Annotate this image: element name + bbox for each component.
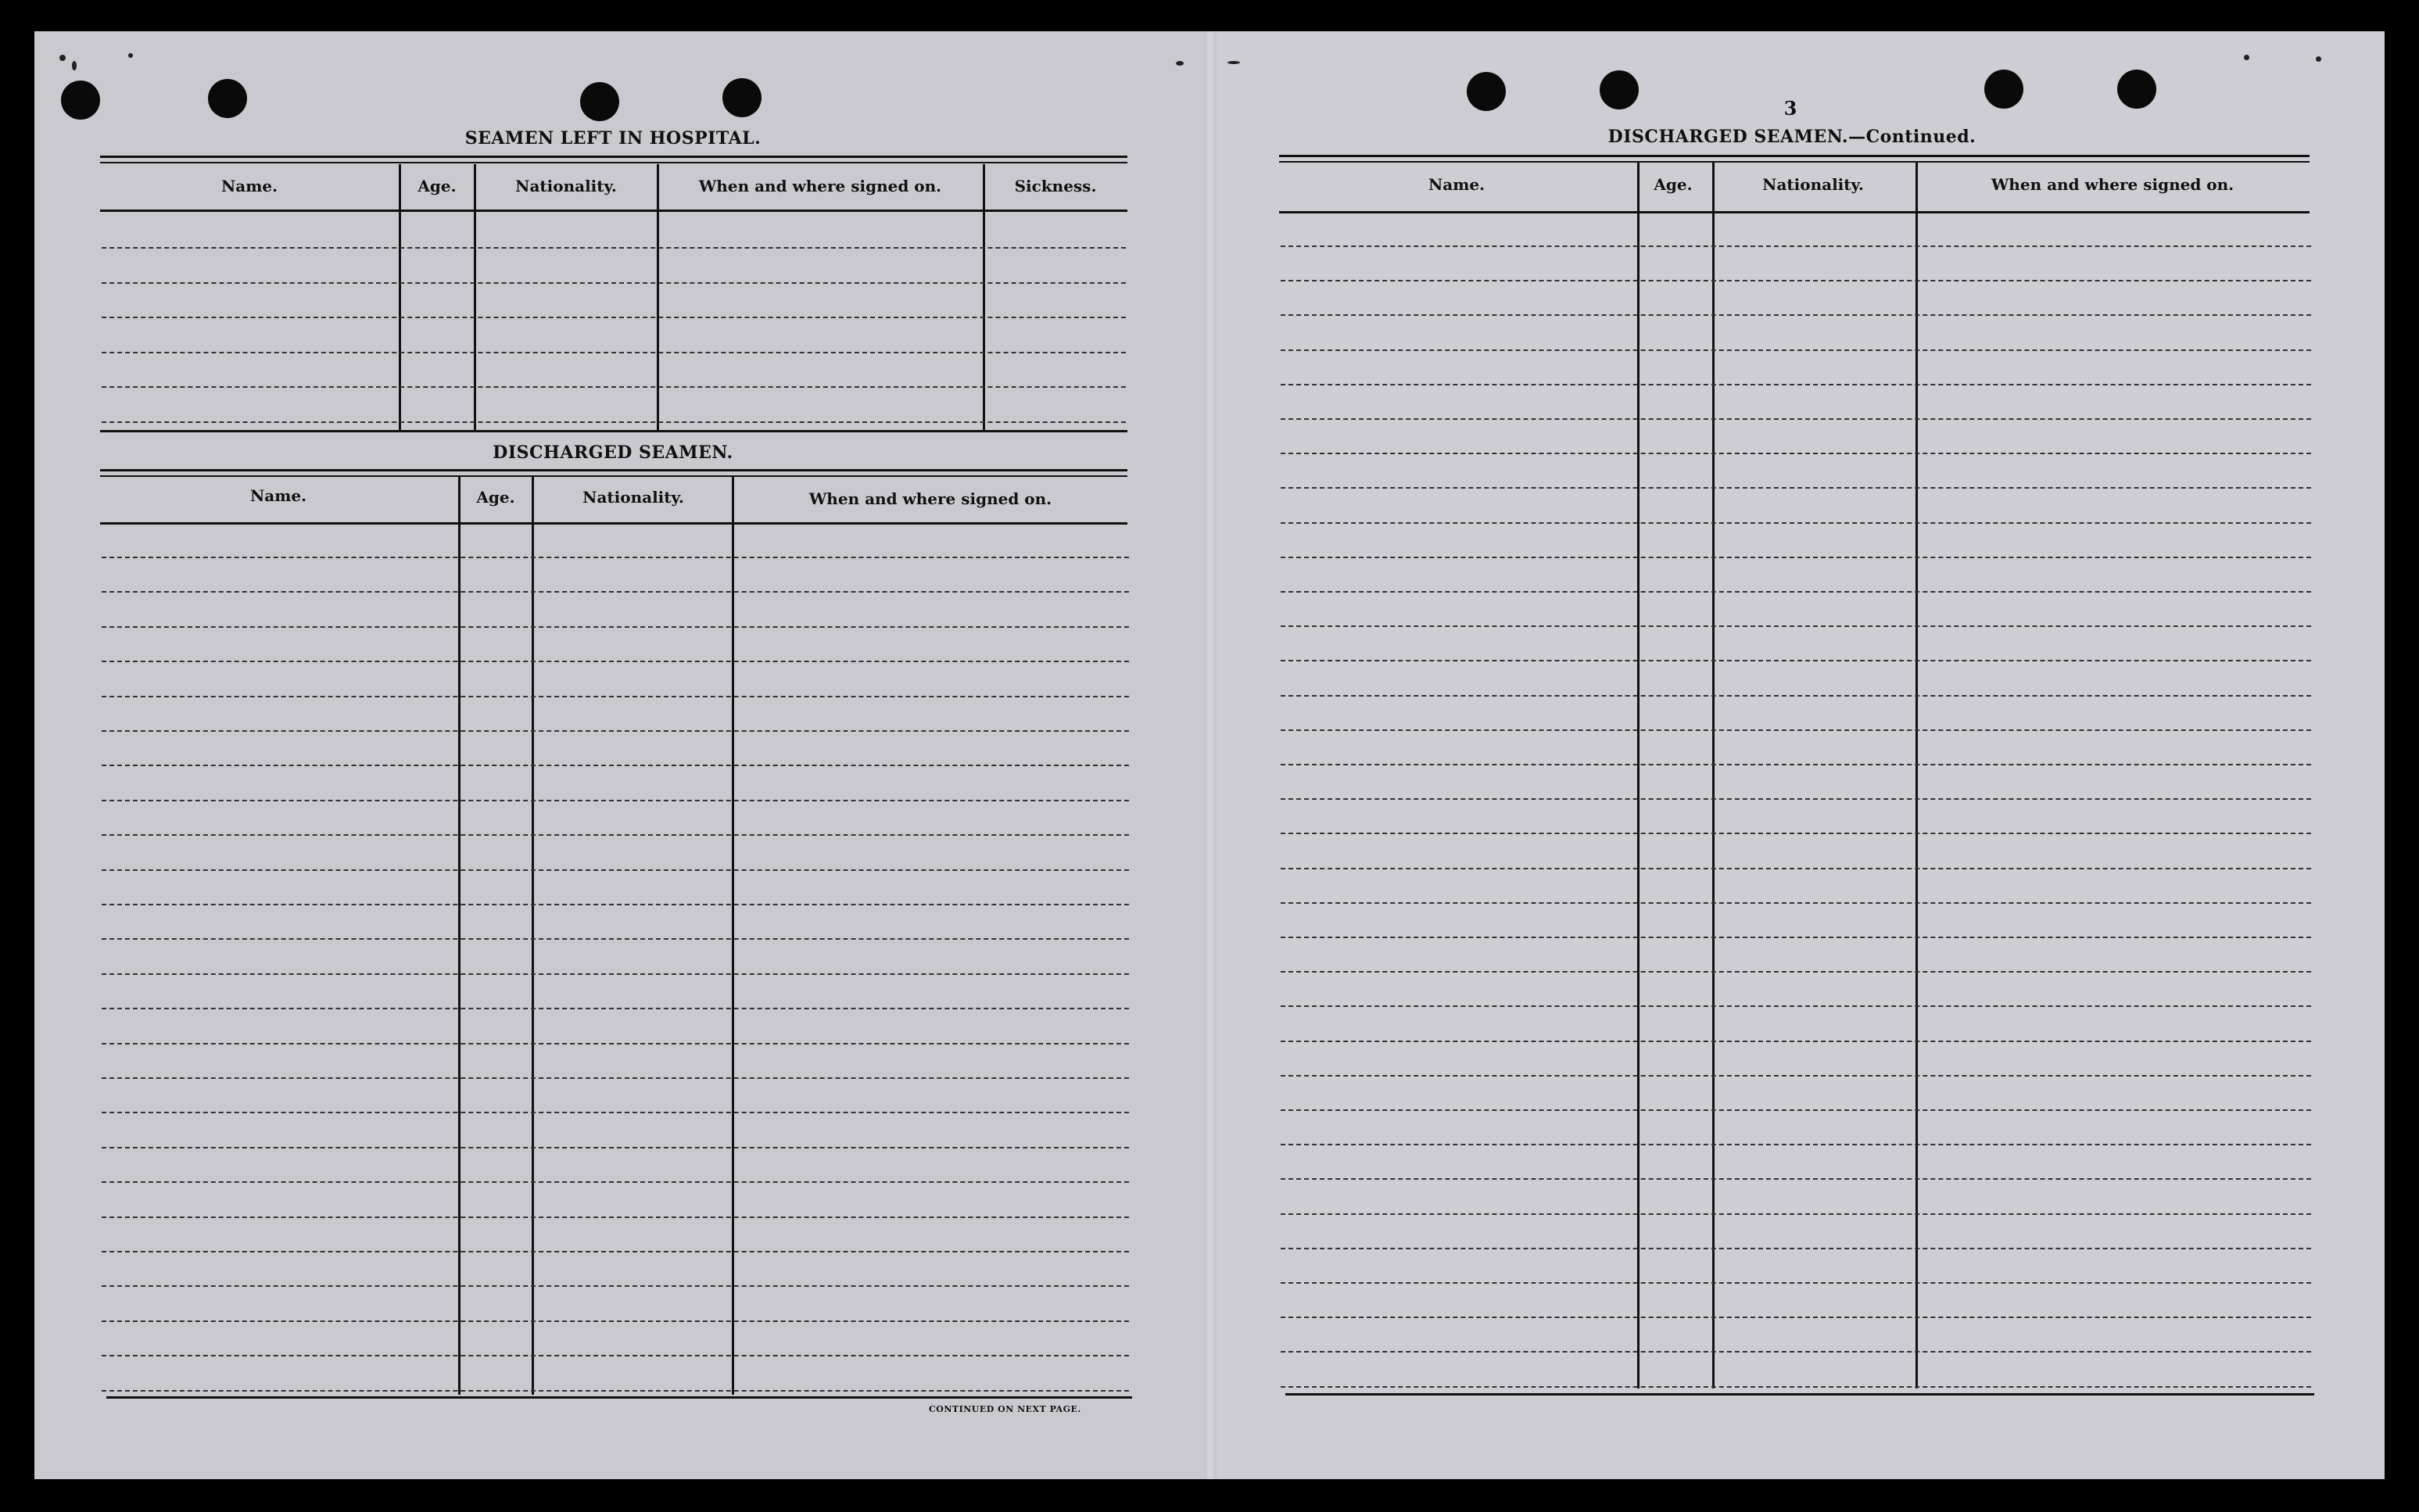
discharged-entry-line: [102, 765, 1129, 766]
hospital-col-sickness: Sickness.: [1014, 177, 1097, 195]
discharged-col-age: Age.: [476, 488, 515, 507]
continued-note: CONTINUED ON NEXT PAGE.: [929, 1404, 1081, 1414]
discharged-col-signed-on: When and where signed on.: [808, 489, 1052, 508]
hospital-col-signed-on: When and where signed on.: [698, 177, 942, 195]
continued-entry-line: [1281, 314, 2311, 316]
discharged-entry-line: [102, 904, 1129, 905]
continued-entry-line: [1281, 1386, 2311, 1388]
hospital-entry-line: [102, 282, 1126, 284]
continued-entry-line: [1281, 937, 2311, 938]
continued-entry-line: [1281, 1213, 2311, 1215]
continued-entry-line: [1281, 557, 2311, 558]
discharged-entry-line: [102, 1390, 1129, 1392]
discharged-entry-line: [102, 1216, 1129, 1218]
right-header-rule: [1279, 211, 2310, 213]
right-page: [1210, 31, 2385, 1479]
continued-entry-line: [1281, 245, 2311, 247]
continued-entry-line: [1281, 868, 2311, 869]
continued-section-title: DISCHARGED SEAMEN.—Continued.: [1607, 127, 1976, 147]
ink-speck: [72, 61, 77, 70]
continued-entry-line: [1281, 1041, 2311, 1042]
hospital-col-name: Name.: [220, 177, 278, 195]
discharged-entry-line: [102, 1008, 1129, 1009]
continued-entry-line: [1281, 1282, 2311, 1284]
continued-entry-line: [1281, 660, 2311, 661]
hospital-divider: [657, 164, 659, 430]
discharged-entry-line: [102, 973, 1129, 975]
hospital-top-rule-2: [100, 162, 1127, 163]
continued-entry-line: [1281, 625, 2311, 627]
discharged-col-nationality: Nationality.: [582, 488, 684, 507]
hospital-entry-line: [102, 386, 1126, 388]
discharged-bottom-rule: [106, 1396, 1132, 1399]
hospital-col-age: Age.: [418, 177, 457, 195]
continued-entry-line: [1281, 487, 2311, 489]
continued-entry-line: [1281, 1248, 2311, 1249]
discharged-section-title: DISCHARGED SEAMEN.: [493, 442, 733, 463]
continued-entry-line: [1281, 971, 2311, 973]
continued-entry-line: [1281, 833, 2311, 834]
hospital-entry-line: [102, 317, 1126, 318]
discharged-entry-line: [102, 1043, 1129, 1044]
continued-entry-line: [1281, 798, 2311, 800]
discharged-entry-line: [102, 591, 1129, 593]
continued-entry-line: [1281, 1351, 2311, 1353]
hospital-section-title: SEAMEN LEFT IN HOSPITAL.: [464, 128, 762, 149]
hospital-divider: [474, 164, 476, 430]
discharged-entry-line: [102, 800, 1129, 801]
discharged-entry-line: [102, 557, 1129, 558]
hospital-top-rule: [100, 156, 1127, 158]
discharged-entry-line: [102, 869, 1129, 871]
discharged-entry-line: [102, 626, 1129, 628]
right-col-age: Age.: [1654, 175, 1693, 194]
right-col-nationality: Nationality.: [1762, 175, 1864, 194]
continued-entry-line: [1281, 729, 2311, 731]
punch-hole-icon: [208, 79, 247, 118]
right-col-name: Name.: [1428, 175, 1485, 194]
discharged-col-name: Name.: [249, 486, 307, 505]
continued-entry-line: [1281, 1317, 2311, 1318]
punch-hole-icon: [1600, 70, 1639, 109]
discharged-entry-line: [102, 1181, 1129, 1183]
punch-hole-icon: [722, 78, 762, 117]
continued-entry-line: [1281, 522, 2311, 524]
hospital-entry-line: [102, 352, 1126, 353]
hospital-bottom-rule: [100, 430, 1127, 432]
continued-entry-line: [1281, 1005, 2311, 1007]
discharged-divider: [732, 477, 734, 1395]
hospital-header-rule: [100, 210, 1127, 212]
continued-entry-line: [1281, 1144, 2311, 1145]
discharged-top-rule-2: [100, 475, 1127, 477]
ink-speck: [1227, 61, 1240, 64]
discharged-divider: [532, 477, 534, 1395]
ink-speck: [128, 53, 133, 58]
continued-entry-line: [1281, 1178, 2311, 1180]
discharged-entry-line: [102, 1320, 1129, 1322]
right-bottom-rule: [1285, 1393, 2314, 1396]
punch-hole-icon: [580, 82, 619, 121]
continued-entry-line: [1281, 280, 2311, 281]
hospital-entry-line: [102, 247, 1126, 249]
discharged-entry-line: [102, 661, 1129, 662]
hospital-divider: [399, 164, 401, 430]
continued-entry-line: [1281, 591, 2311, 593]
discharged-entry-line: [102, 1285, 1129, 1287]
hospital-col-nationality: Nationality.: [515, 177, 617, 195]
ink-speck: [2316, 56, 2321, 62]
continued-entry-line: [1281, 349, 2311, 351]
punch-hole-icon: [61, 81, 100, 120]
continued-entry-line: [1281, 1075, 2311, 1077]
right-top-rule: [1279, 155, 2310, 157]
continued-entry-line: [1281, 902, 2311, 904]
discharged-divider: [458, 477, 461, 1395]
right-top-rule-2: [1279, 161, 2310, 163]
punch-hole-icon: [1984, 70, 2023, 109]
right-divider: [1712, 163, 1715, 1388]
page-number: 3: [1783, 97, 1797, 120]
punch-hole-icon: [1467, 72, 1506, 111]
discharged-entry-line: [102, 1112, 1129, 1113]
ink-speck: [59, 55, 66, 61]
discharged-entry-line: [102, 730, 1129, 732]
discharged-header-rule: [100, 522, 1127, 525]
discharged-top-rule: [100, 469, 1127, 471]
discharged-entry-line: [102, 938, 1129, 940]
punch-hole-icon: [2117, 70, 2156, 109]
binding-gutter: [1204, 31, 1217, 1479]
continued-entry-line: [1281, 418, 2311, 420]
discharged-entry-line: [102, 1251, 1129, 1252]
continued-entry-line: [1281, 453, 2311, 454]
discharged-entry-line: [102, 1077, 1129, 1079]
right-col-signed-on: When and where signed on.: [1991, 175, 2234, 194]
continued-entry-line: [1281, 384, 2311, 385]
hospital-entry-line: [102, 421, 1126, 423]
discharged-entry-line: [102, 1147, 1129, 1148]
right-divider: [1637, 163, 1640, 1388]
continued-entry-line: [1281, 1109, 2311, 1111]
discharged-entry-line: [102, 834, 1129, 836]
discharged-entry-line: [102, 696, 1129, 697]
continued-entry-line: [1281, 695, 2311, 697]
ink-speck: [2244, 55, 2249, 60]
discharged-entry-line: [102, 1355, 1129, 1356]
continued-entry-line: [1281, 764, 2311, 765]
right-divider: [1915, 163, 1918, 1388]
hospital-divider: [983, 164, 985, 430]
ink-speck: [1176, 61, 1184, 66]
